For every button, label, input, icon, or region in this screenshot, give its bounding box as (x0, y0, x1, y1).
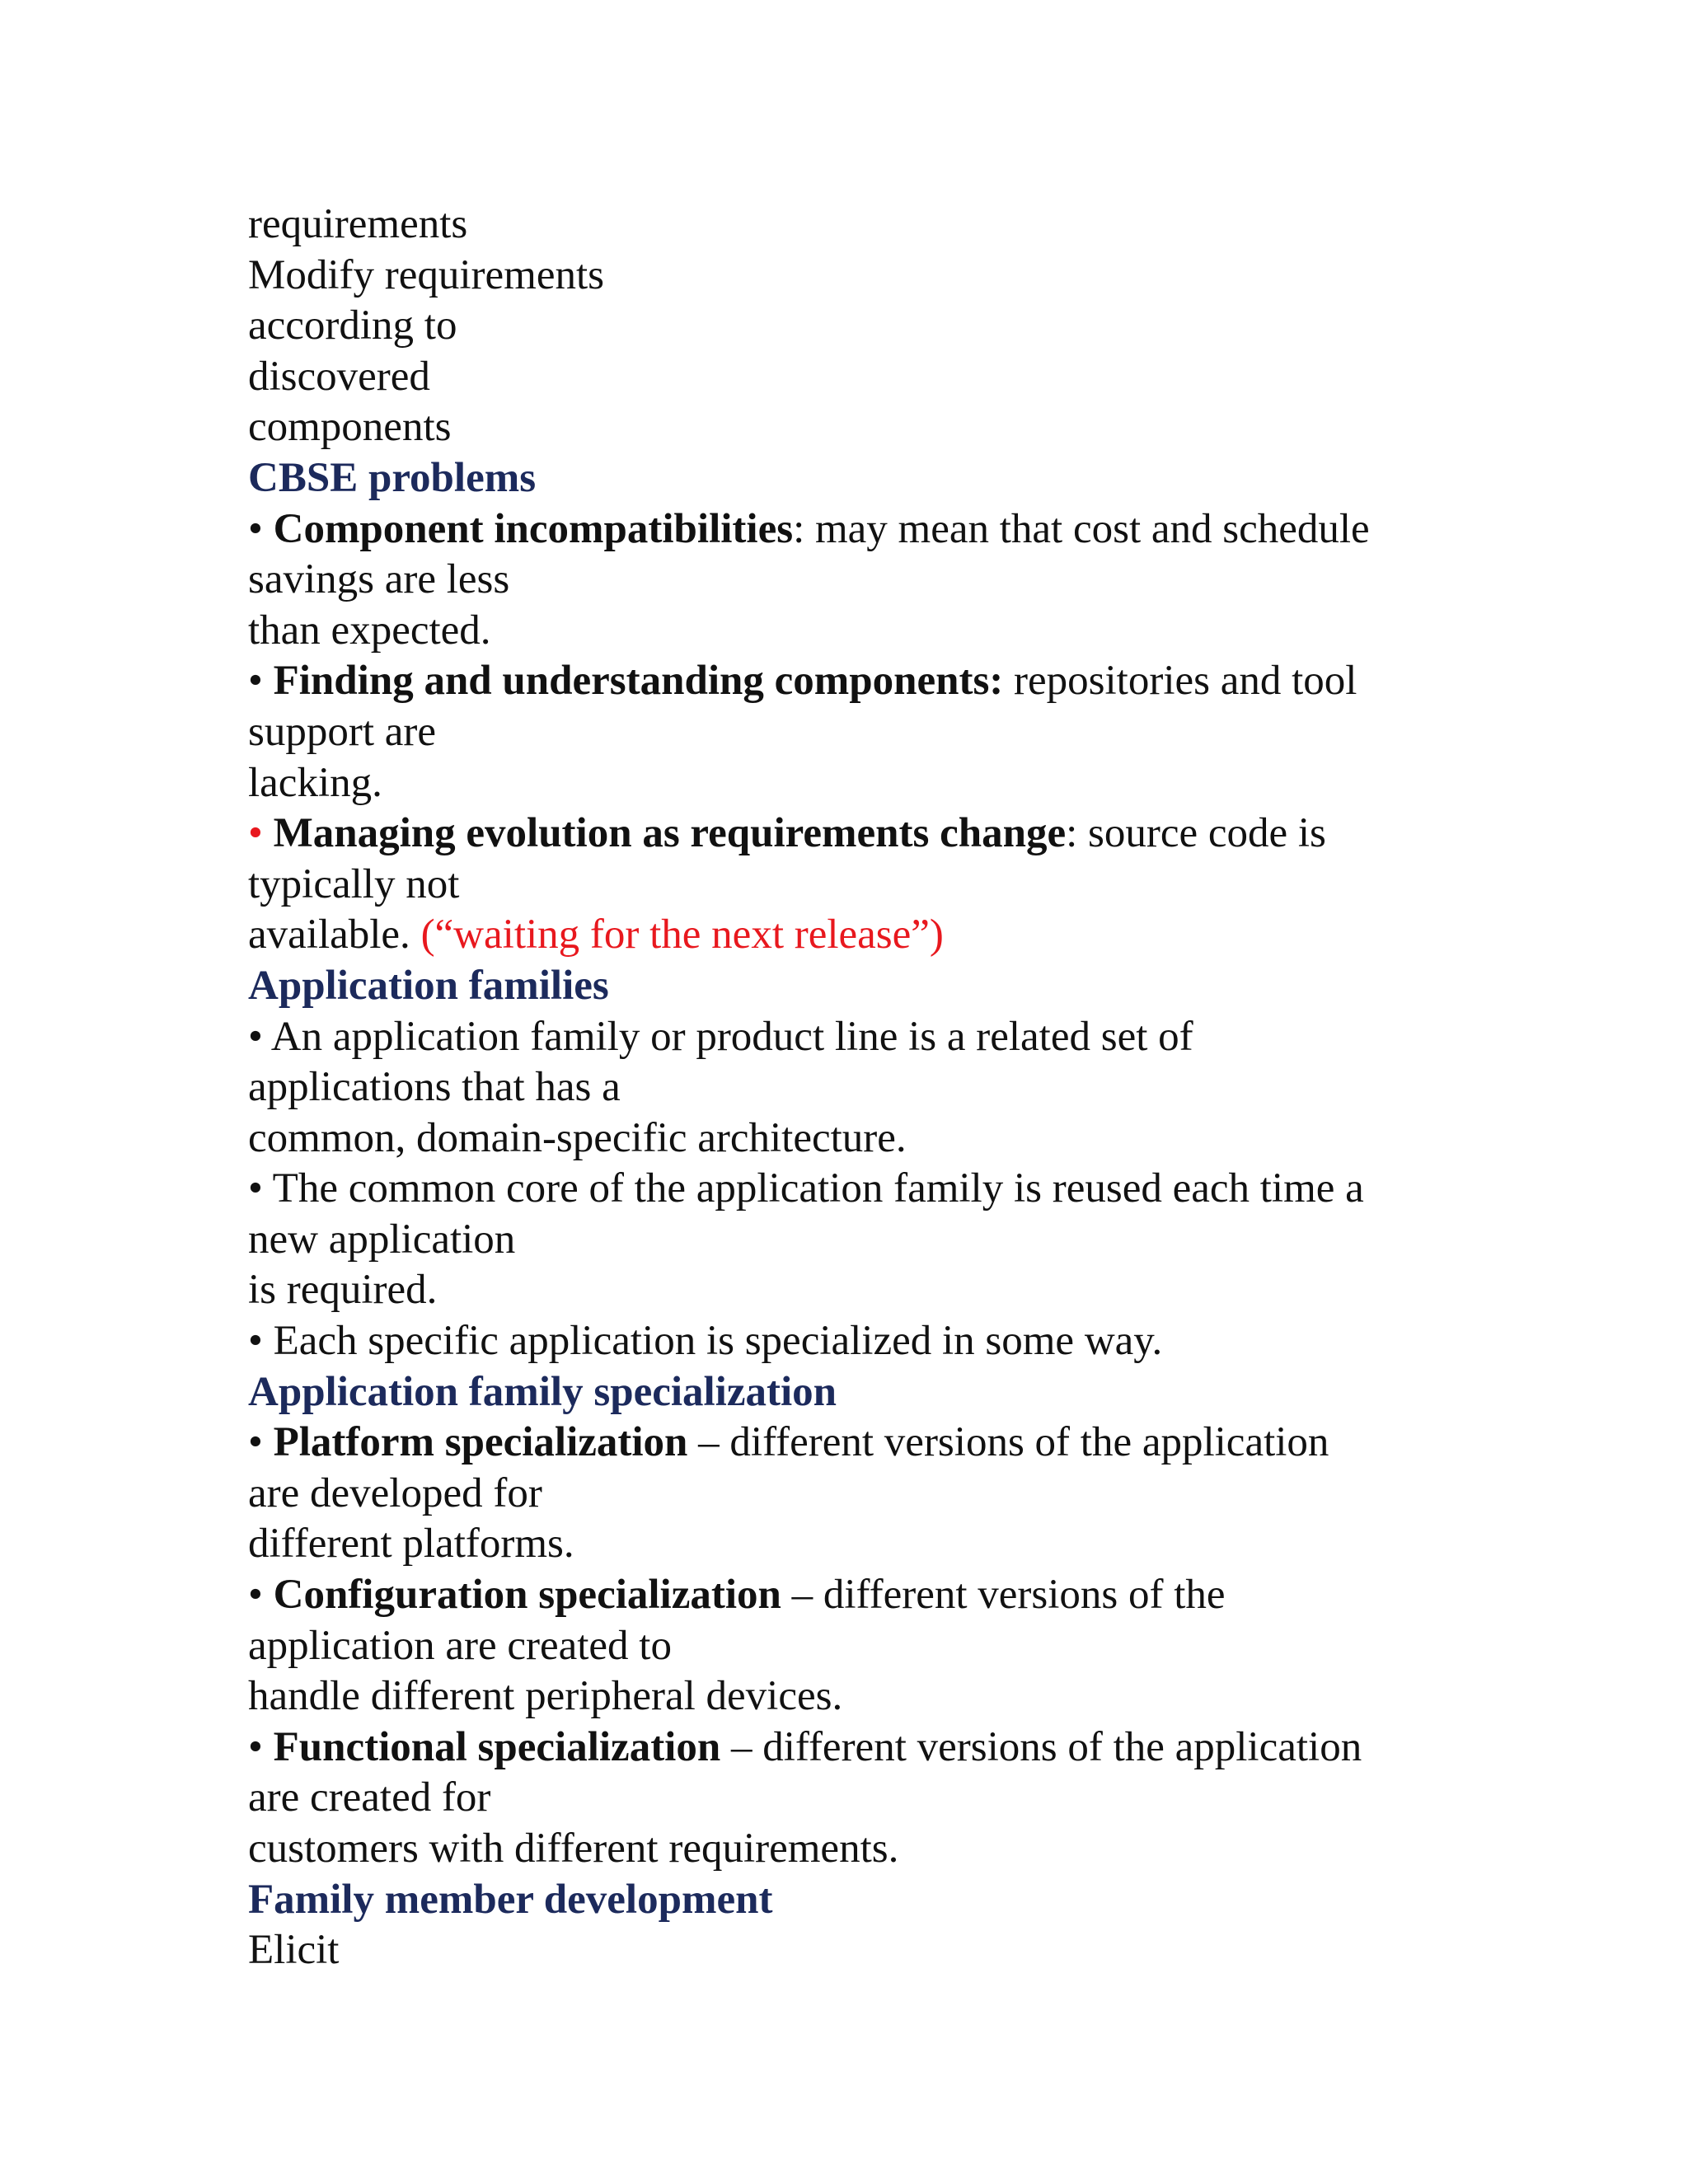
families-line: applications that has a (248, 1064, 621, 1111)
highlight-note: (“waiting for the next release”) (420, 912, 944, 958)
specialization-item-1-cont: are developed for (248, 1469, 542, 1516)
item-text: available. (248, 912, 421, 958)
families-line: • Each specific application is specialized in some way. (248, 1318, 1163, 1365)
bullet: • (248, 1572, 274, 1619)
bullet: • (248, 505, 274, 552)
application-families-heading: Application families (248, 962, 609, 1009)
item-term: Component incompatibilities (273, 505, 794, 552)
document-page (248, 199, 1484, 1976)
families-line: • An application family or product line is a related set of (248, 1013, 1193, 1060)
cbse-item-1-cont: than expected. (248, 607, 491, 654)
item-term: Configuration specialization (273, 1572, 781, 1619)
item-text: : source code is (1066, 810, 1326, 857)
specialization-item-3-cont: customers with different requirements. (248, 1825, 899, 1872)
cbse-item-3 (248, 808, 1484, 860)
specialization-item-1 (248, 1418, 1484, 1469)
specialization-item-3-cont: are created for (248, 1774, 491, 1821)
families-line: new application (248, 1216, 516, 1263)
families-line: common, domain-specific architecture. (248, 1114, 907, 1161)
specialization-item-3 (248, 1722, 1484, 1774)
specialization-item-2-cont: application are created to (248, 1622, 672, 1669)
item-text: – different versions of the application (720, 1723, 1362, 1770)
intro-line: components (248, 404, 452, 451)
bullet: • (248, 658, 274, 705)
intro-line: discovered (248, 353, 430, 400)
cbse-item-1-cont: savings are less (248, 556, 510, 603)
item-term: Platform specialization (273, 1419, 688, 1466)
bullet: • (248, 810, 274, 857)
cbse-item-2-cont: lacking. (248, 759, 382, 806)
specialization-item-2 (248, 1570, 1484, 1621)
item-text: repositories and tool (1003, 658, 1357, 705)
bullet: • (248, 1723, 274, 1770)
families-line: is required. (248, 1267, 438, 1314)
specialization-item-2-cont: handle different peripheral devices. (248, 1673, 843, 1720)
intro-line: Modify requirements (248, 251, 604, 298)
cbse-item-2 (248, 656, 1484, 707)
specialization-item-1-cont: different platforms. (248, 1521, 574, 1568)
development-line: Elicit (248, 1927, 340, 1974)
families-line: • The common core of the application family is reused each time a (248, 1165, 1364, 1212)
cbse-item-3-cont (248, 910, 1484, 961)
item-text: – different versions of the application (687, 1419, 1329, 1466)
intro-line: according to (248, 302, 457, 349)
item-term: Managing evolution as requirements change (273, 810, 1067, 857)
bullet: • (248, 1419, 274, 1466)
cbse-item-3-cont: typically not (248, 860, 460, 907)
cbse-problems-heading: CBSE problems (248, 454, 537, 501)
cbse-item-2-cont: support are (248, 708, 437, 755)
item-text: – different versions of the (781, 1572, 1226, 1619)
item-term: Functional specialization (273, 1723, 721, 1770)
item-term: Finding and understanding components: (273, 658, 1004, 705)
cbse-item-1 (248, 504, 1484, 555)
family-member-development-heading: Family member development (248, 1876, 773, 1923)
intro-line: requirements (248, 201, 468, 247)
item-text: : may mean that cost and schedule (793, 505, 1370, 552)
specialization-heading: Application family specialization (248, 1368, 837, 1415)
